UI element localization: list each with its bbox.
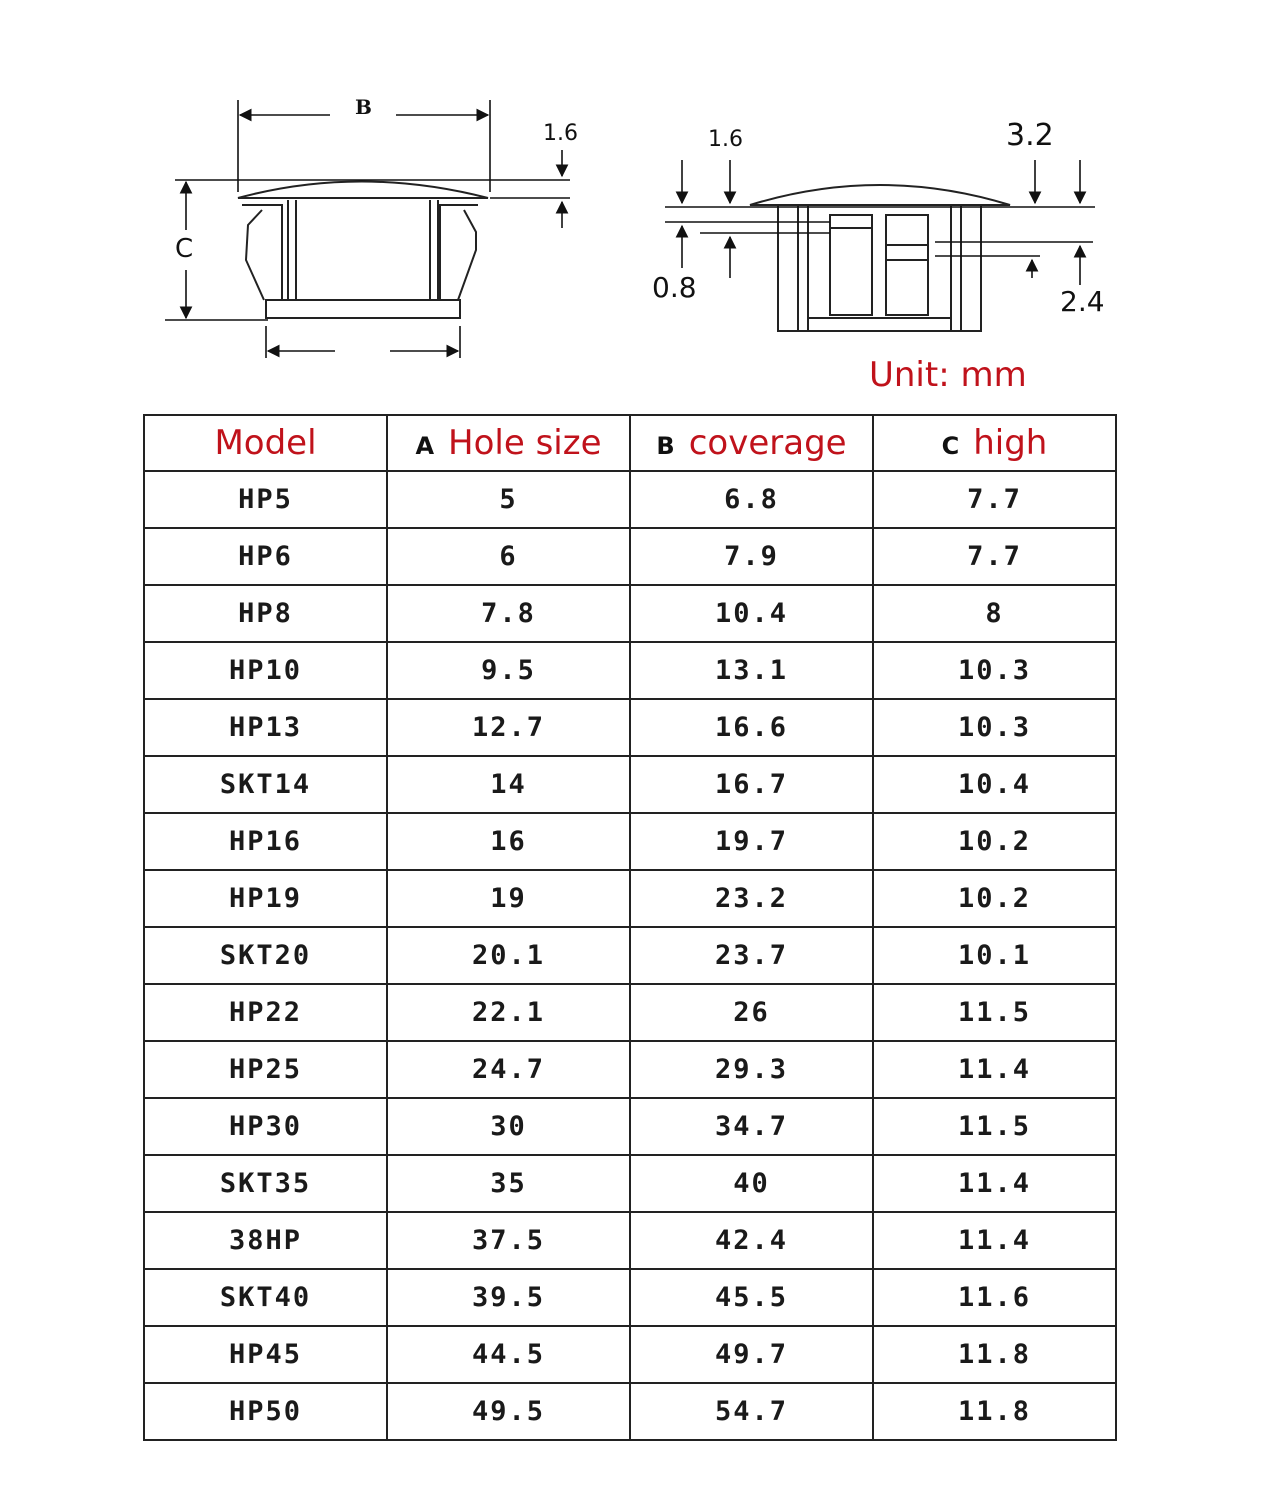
table-row (144, 1212, 1116, 1269)
table-cell: 6.8 (630, 471, 873, 528)
table-row (144, 1383, 1116, 1440)
table-cell: HP22 (144, 984, 387, 1041)
table-cell: HP6 (144, 528, 387, 585)
table-row (144, 471, 1116, 528)
table-cell: HP45 (144, 1326, 387, 1383)
table-cell: 16.7 (630, 756, 873, 813)
table-cell: 54.7 (630, 1383, 873, 1440)
table-cell: 7.8 (387, 585, 630, 642)
table-cell: SKT20 (144, 927, 387, 984)
table-cell: 37.5 (387, 1212, 630, 1269)
table-cell: SKT14 (144, 756, 387, 813)
table-cell: 11.8 (873, 1383, 1116, 1440)
table-cell: 44.5 (387, 1326, 630, 1383)
table-cell: 42.4 (630, 1212, 873, 1269)
table-cell: 30 (387, 1098, 630, 1155)
table-cell: 10.2 (873, 870, 1116, 927)
table-row (144, 984, 1116, 1041)
table-cell: 13.1 (630, 642, 873, 699)
table-row (144, 756, 1116, 813)
table-cell: 10.3 (873, 699, 1116, 756)
column-header (630, 415, 873, 471)
table-cell: HP13 (144, 699, 387, 756)
table-cell: SKT40 (144, 1269, 387, 1326)
table-cell: 40 (630, 1155, 873, 1212)
table-cell: 9.5 (387, 642, 630, 699)
dim-gap-right: 2.4 (1060, 285, 1105, 318)
table-row (144, 927, 1116, 984)
table-cell: 45.5 (630, 1269, 873, 1326)
table-cell: 24.7 (387, 1041, 630, 1098)
column-header (387, 415, 630, 471)
table-cell: 6 (387, 528, 630, 585)
table-row (144, 813, 1116, 870)
table-cell: 7.7 (873, 471, 1116, 528)
table-cell: 11.8 (873, 1326, 1116, 1383)
table-cell: 20.1 (387, 927, 630, 984)
column-header-label: high (973, 423, 1048, 463)
table-cell: 10.4 (873, 756, 1116, 813)
table-cell: 19 (387, 870, 630, 927)
table-cell: 12.7 (387, 699, 630, 756)
table-cell: HP30 (144, 1098, 387, 1155)
table-row (144, 870, 1116, 927)
table-cell: HP25 (144, 1041, 387, 1098)
dim-cap-thickness-right: 1.6 (708, 127, 743, 152)
column-header-label: coverage (688, 423, 847, 463)
table-cell: 19.7 (630, 813, 873, 870)
dim-cap-height-right: 3.2 (1006, 118, 1054, 153)
table-cell: 35 (387, 1155, 630, 1212)
dim-cap-thickness-left: 1.6 (543, 121, 578, 146)
table-cell: 10.2 (873, 813, 1116, 870)
table-cell: 29.3 (630, 1041, 873, 1098)
plug-drawings-svg (0, 0, 1266, 410)
table-cell: 39.5 (387, 1269, 630, 1326)
table-row (144, 699, 1116, 756)
dim-c-label: C (175, 234, 194, 264)
column-header (873, 415, 1116, 471)
table-cell: 7.9 (630, 528, 873, 585)
table-cell: HP10 (144, 642, 387, 699)
table-cell: 23.2 (630, 870, 873, 927)
table-cell: 5 (387, 471, 630, 528)
table-row (144, 1098, 1116, 1155)
table-cell: 16.6 (630, 699, 873, 756)
table-cell: 26 (630, 984, 873, 1041)
column-header-label: Hole size (448, 423, 602, 463)
table-row (144, 1326, 1116, 1383)
table-cell: 7.7 (873, 528, 1116, 585)
left-plug-drawing (238, 182, 488, 319)
column-header-letter: A (415, 432, 435, 460)
dim-b-label: B (355, 95, 372, 119)
table-cell: 34.7 (630, 1098, 873, 1155)
table-cell: 14 (387, 756, 630, 813)
unit-label: Unit: mm (869, 355, 1027, 395)
table-cell: 11.4 (873, 1041, 1116, 1098)
table-cell: HP16 (144, 813, 387, 870)
table-cell: HP8 (144, 585, 387, 642)
table-cell: SKT35 (144, 1155, 387, 1212)
table-body (144, 471, 1116, 1440)
table-cell: 23.7 (630, 927, 873, 984)
column-header (144, 415, 387, 471)
right-dimension-lines (665, 160, 1095, 285)
table-cell: 10.4 (630, 585, 873, 642)
table-cell: 11.5 (873, 984, 1116, 1041)
table-cell: 22.1 (387, 984, 630, 1041)
table-cell: 10.1 (873, 927, 1116, 984)
table-cell: 11.4 (873, 1155, 1116, 1212)
table-row (144, 1155, 1116, 1212)
table-row (144, 1041, 1116, 1098)
table-cell: 11.4 (873, 1212, 1116, 1269)
table-row (144, 642, 1116, 699)
column-header-label: Model (214, 423, 317, 463)
table-row (144, 1269, 1116, 1326)
specification-table (143, 414, 1117, 1441)
left-dimension-lines (165, 100, 570, 358)
table-cell: 38HP (144, 1212, 387, 1269)
table-header-row (144, 415, 1116, 471)
table-cell: 16 (387, 813, 630, 870)
table-row (144, 585, 1116, 642)
table-cell: 49.7 (630, 1326, 873, 1383)
table-cell: 11.5 (873, 1098, 1116, 1155)
column-header-letter: C (941, 432, 960, 460)
table-cell: HP5 (144, 471, 387, 528)
table-cell: HP19 (144, 870, 387, 927)
table-row (144, 528, 1116, 585)
table-cell: 8 (873, 585, 1116, 642)
column-header-letter: B (656, 432, 675, 460)
technical-drawing (0, 0, 1266, 410)
table-cell: 10.3 (873, 642, 1116, 699)
table-cell: HP50 (144, 1383, 387, 1440)
table-cell: 11.6 (873, 1269, 1116, 1326)
dim-gap-left: 0.8 (652, 271, 697, 304)
table-cell: 49.5 (387, 1383, 630, 1440)
